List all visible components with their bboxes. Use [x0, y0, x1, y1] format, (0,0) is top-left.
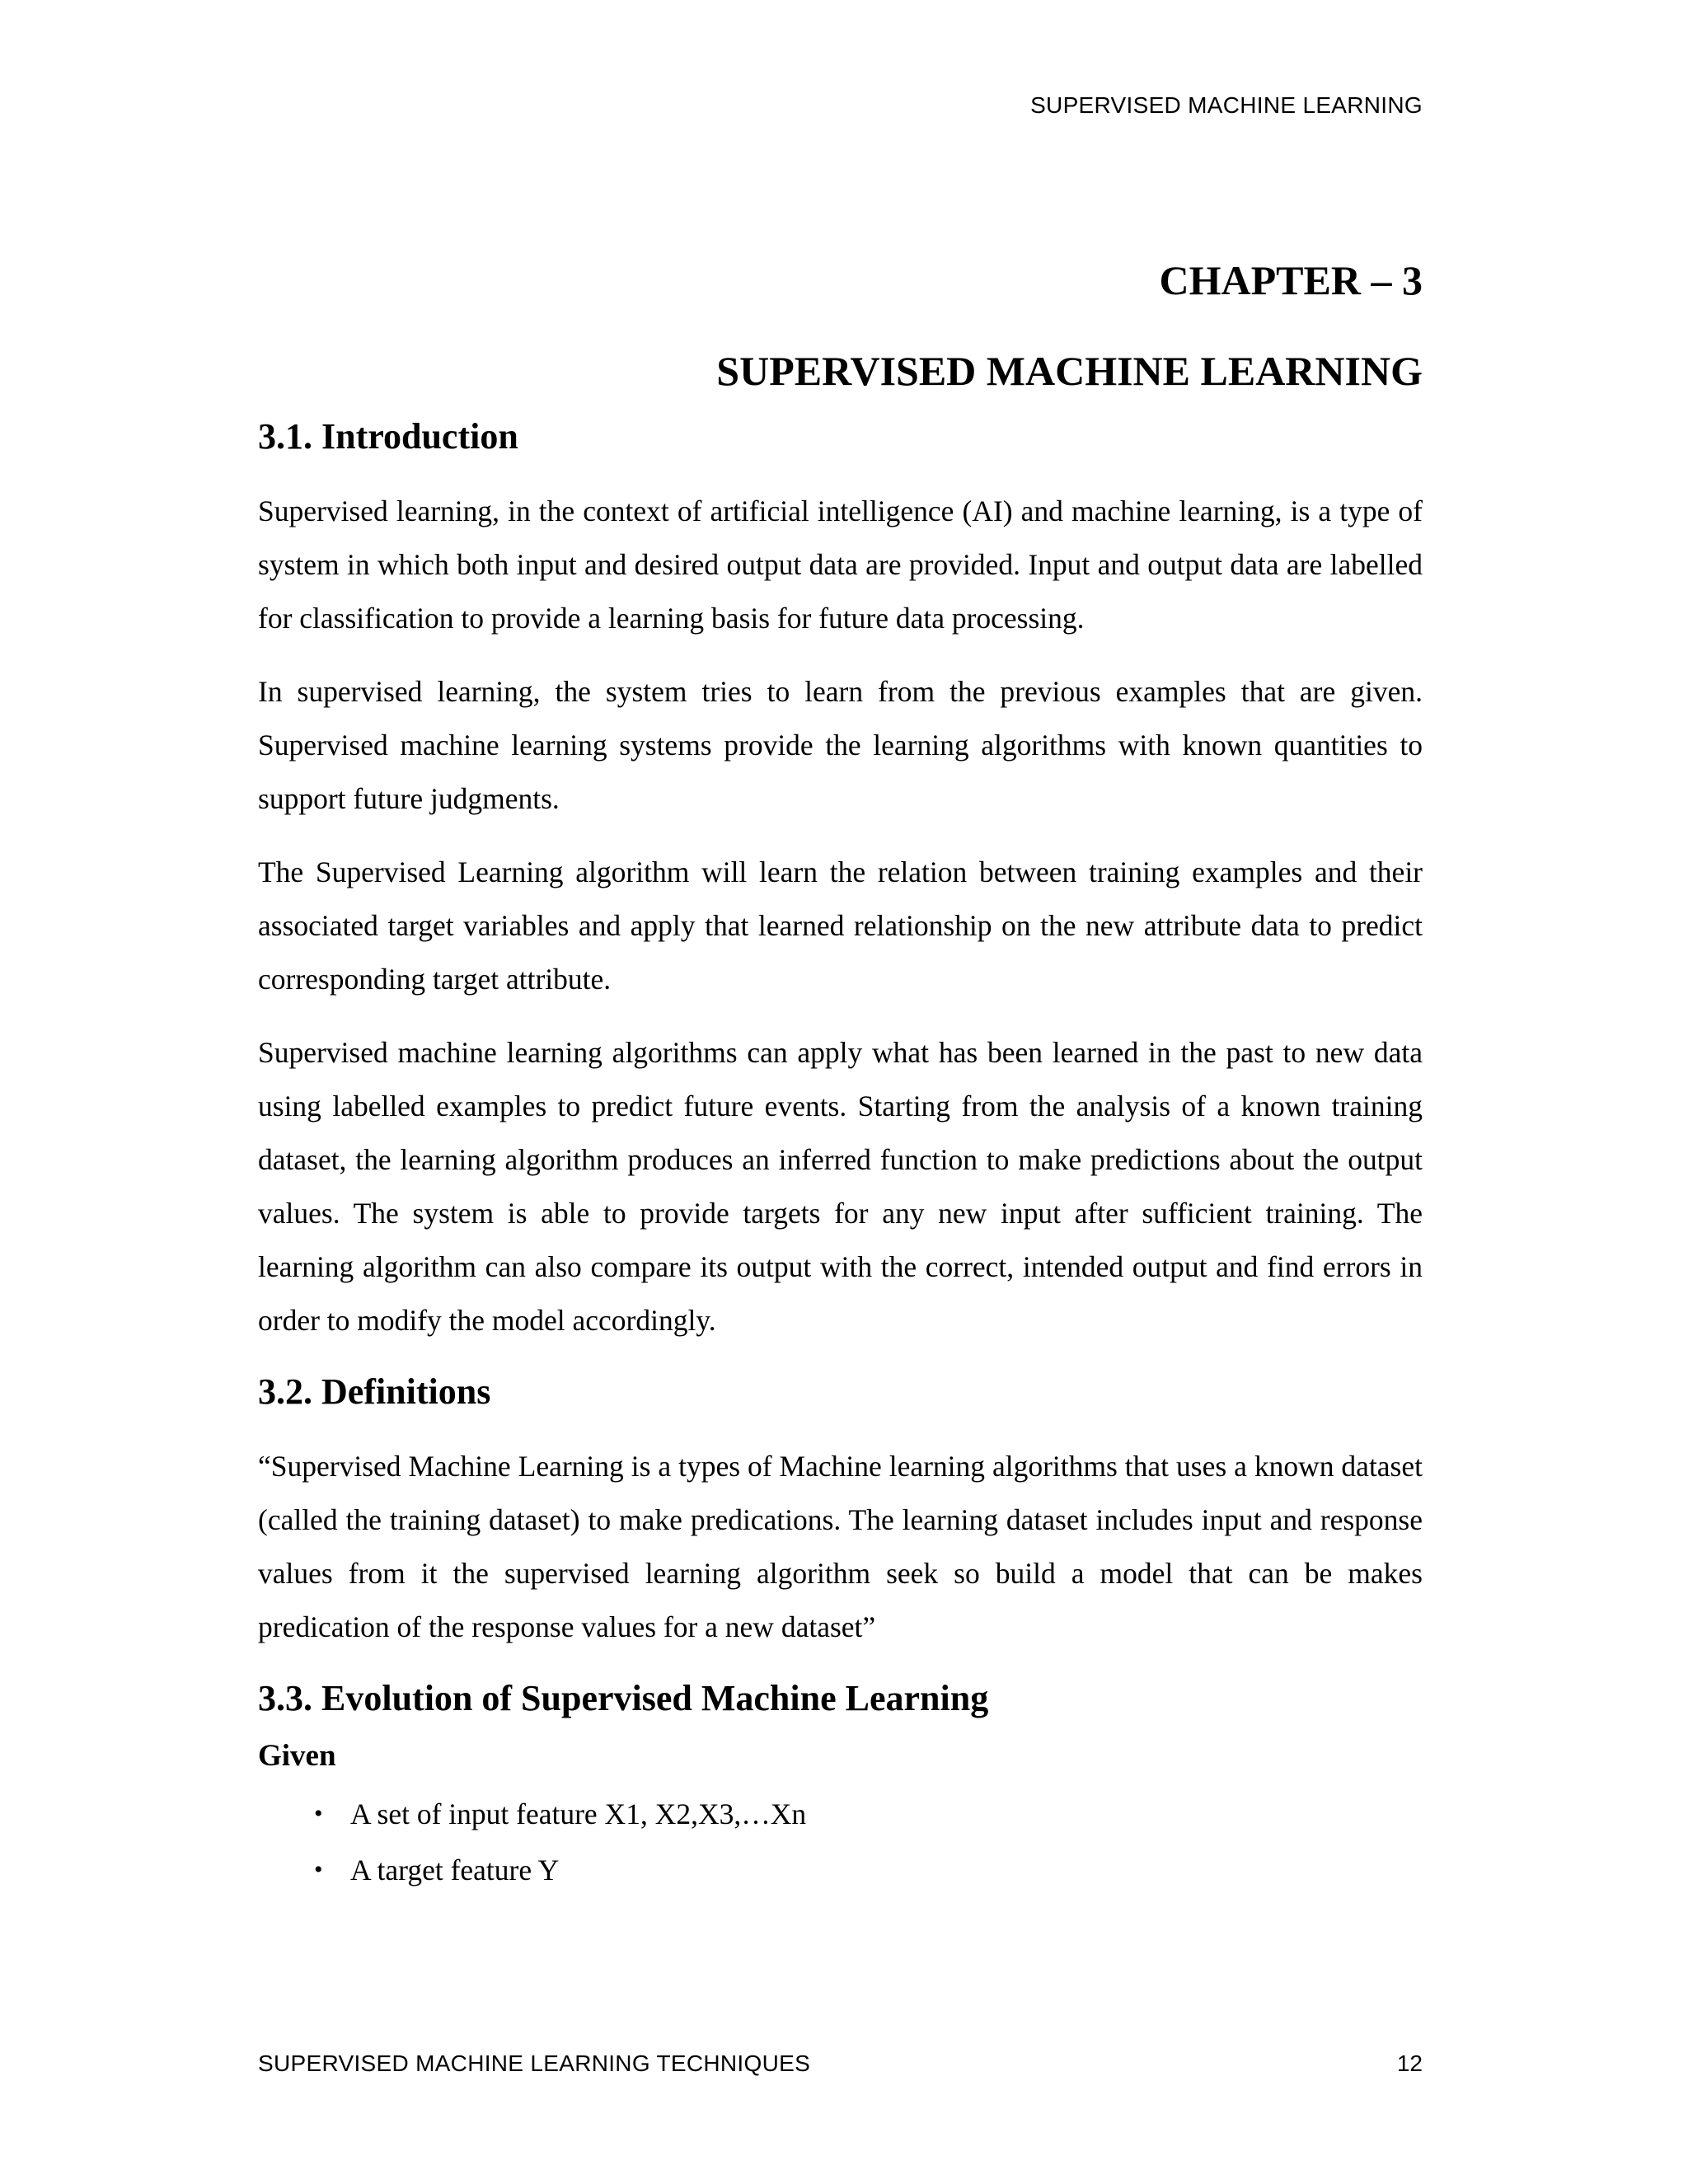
section-heading-definitions: 3.2. Definitions	[258, 1371, 491, 1412]
running-header: SUPERVISED MACHINE LEARNING	[1030, 92, 1423, 118]
chapter-number: CHAPTER – 3	[1159, 257, 1423, 303]
section-heading-introduction: 3.1. Introduction	[258, 416, 518, 457]
page-number: 12	[1396, 2050, 1423, 2076]
footer-book-title: SUPERVISED MACHINE LEARNING TECHNIQUES	[258, 2050, 811, 2076]
list-item-text: A target feature Y	[350, 1854, 560, 1886]
page-content	[258, 247, 1423, 1898]
bullet-icon: •	[314, 1856, 323, 1883]
given-label: Given	[258, 1739, 336, 1773]
section-heading-evolution: 3.3. Evolution of Supervised Machine Learning	[258, 1678, 989, 1718]
intro-paragraph-1: Supervised learning, in the context of artificial intelligence (AI) and machine learning, is a type of system in which both input and desired output data are provided. Input and output data are labelled for classification to provide a learning basis for future data processing.	[258, 494, 1423, 635]
intro-paragraph-2: In supervised learning, the system tries to learn from the previous examples that are given. Supervised machine learning systems provide the learning algorithms with known quantities to support future judgments.	[258, 675, 1423, 815]
given-list	[258, 1786, 1423, 1898]
bullet-icon: •	[314, 1800, 323, 1827]
intro-paragraph-3: The Supervised Learning algorithm will learn the relation between training examples and their associated target variables and apply that learned relationship on the new attribute data to predict corresponding target attribute.	[258, 855, 1423, 996]
intro-paragraph-4: Supervised machine learning algorithms can apply what has been learned in the past to new data using labelled examples to predict future events. Starting from the analysis of a known training dataset, the learning algorithm produces an inferred function to make predictions about the output values. The system is able to provide targets for any new input after sufficient training. The learning algorithm can also compare its output with the correct, intended output and find errors in order to modify the model accordingly.	[258, 1036, 1423, 1337]
list-item	[258, 1786, 1423, 1842]
list-item	[258, 1842, 1423, 1898]
chapter-title: SUPERVISED MACHINE LEARNING	[716, 348, 1423, 394]
list-item-text: A set of input feature X1, X2,X3,…Xn	[350, 1797, 807, 1830]
definition-paragraph: “Supervised Machine Learning is a types of Machine learning algorithms that uses a known dataset (called the training dataset) to make predications. The learning dataset includes input and response values from it the supervised learning algorithm seek so build a model that can be makes predication of the response values for a new dataset”	[258, 1450, 1423, 1643]
